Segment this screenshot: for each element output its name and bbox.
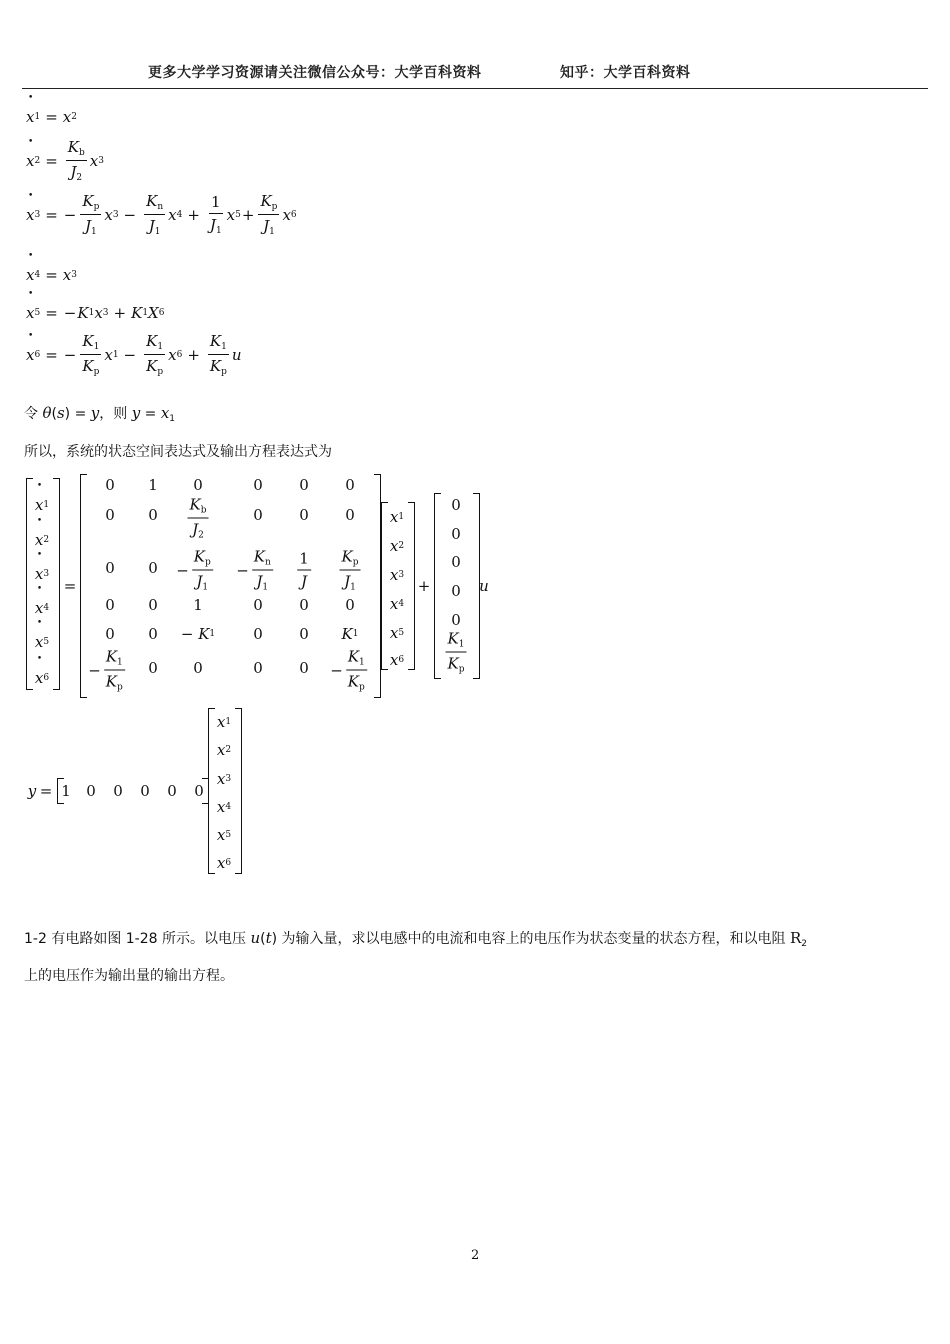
state-vector-x (381, 502, 415, 670)
equation-x4dot: • x 4 = x 3 (26, 266, 77, 284)
header-text-zhihu: 知乎：大学百科资料 (560, 65, 691, 81)
equation-x2dot: • x 2 = $\frac{K_b}{J_2}$ x 3 (26, 138, 104, 183)
output-matrix-C (57, 778, 209, 804)
problem-statement-line2: 上的电压作为输出量的输出方程。 (24, 968, 234, 984)
equation-x6dot: • x 6 = − $\frac{K_1}{K_p}$ x 1 − $\frac{K_1}{K_p}$ x 6 + $\frac{K_1}{K_p}$ u (26, 332, 242, 377)
equation-x5dot: • x 5 = − K 1 x 3 + K 1 X 6 (26, 304, 164, 322)
equation-x1dot: • x 1 = x 2 (26, 108, 77, 126)
header-rule (22, 88, 928, 89)
let-statement: 令 θ(s) = y，则 $y = x_1$ (24, 404, 176, 424)
header-text: 更多大学学习资源请关注微信公众号：大学百科资料 (148, 65, 482, 81)
problem-statement-line1: 1-2 有电路如图 1-28 所示。以电压 u(t) 为输入量，求以电感中的电流和电容上的电压作为状态变量的状态方程，和以电阻 $R_2$ (24, 929, 808, 949)
output-state-vector (208, 708, 242, 874)
equation-x3dot: • x 3 = − $\frac{K_p}{J_1}$ x 3 − $\frac{K_n}{J_1}$ x 4 + $\frac{1}{J_1}$ x 5 + $\frac{K_p}{J_1}$ x 6 (26, 192, 297, 237)
paragraph-so: 所以，系统的状态空间表达式及输出方程表达式为 (24, 444, 332, 460)
page-number: 2 (471, 1248, 480, 1263)
